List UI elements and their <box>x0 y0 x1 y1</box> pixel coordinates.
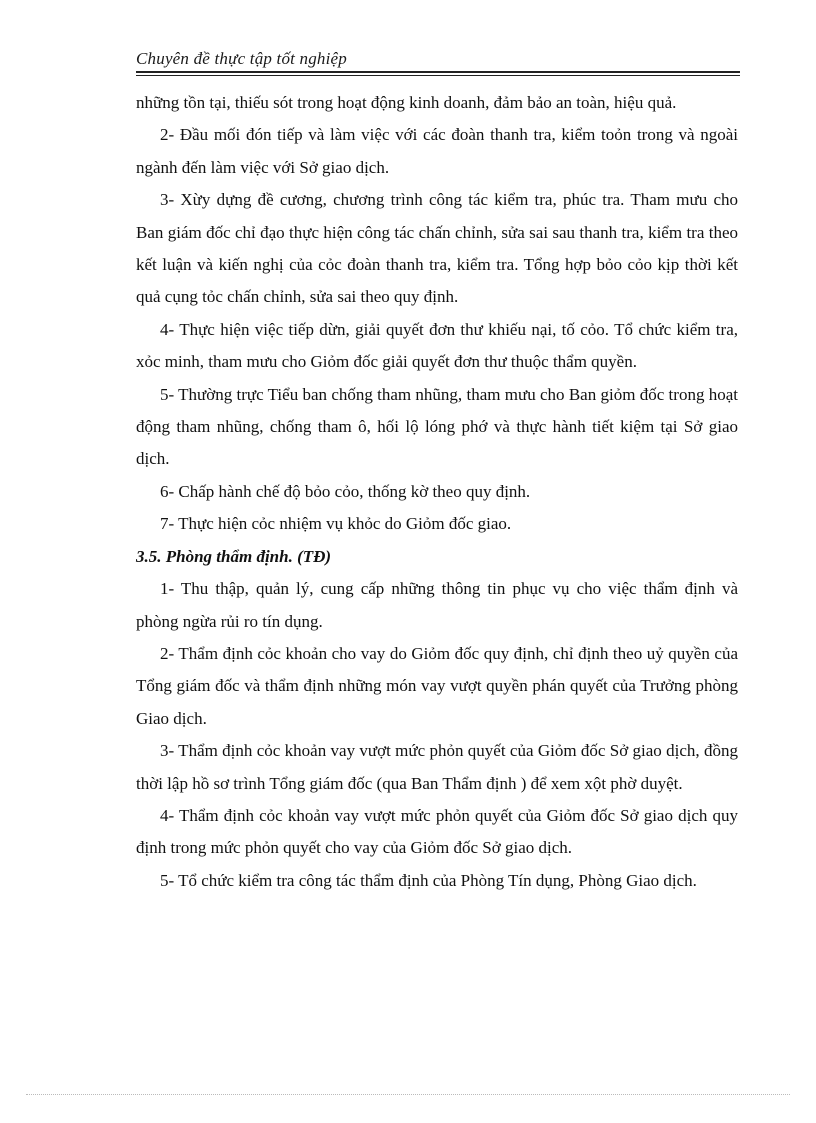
paragraph: 3- Xừy dựng đề cương, chương trình công tác kiểm tra, phúc tra. Tham mưu cho Ban giám đốc chỉ đạo thực hiện công tác chấn chỉnh, sửa sai sau thanh tra, kiểm tra theo kết luận và kiến nghị của cỏc đoàn thanh tra, kiểm tra. Tổng hợp bỏo cỏo kịp thời kết quả cụng tỏc chấn chỉnh, sửa sai theo quy định. <box>136 190 738 307</box>
paragraph: 3- Thẩm định cỏc khoản vay vượt mức phỏn quyết của Giỏm đốc Sở giao dịch, đồng thời lập hồ sơ trình Tổng giám đốc (qua Ban Thẩm định ) để xem xột phờ duyệt. <box>136 741 738 793</box>
page-header <box>136 49 740 76</box>
paragraph: 4- Thực hiện việc tiếp dừn, giải quyết đơn thư khiếu nại, tố cỏo. Tổ chức kiểm tra, xỏc minh, tham mưu cho Giỏm đốc giải quyết đơn thư thuộc thẩm quyền. <box>136 319 738 372</box>
footer-divider <box>26 1094 790 1095</box>
paragraph: 4- Thẩm định cỏc khoản vay vượt mức phỏn quyết của Giỏm đốc Sở giao dịch quy định trong mức phỏn quyết cho vay của Giỏm đốc Sở giao dịch. <box>136 805 738 858</box>
header-rule <box>136 71 740 73</box>
paragraph: 2- Đầu mối đón tiếp và làm việc với các đoàn thanh tra, kiểm toỏn trong và ngoài ngành đến làm việc với Sở giao dịch. <box>136 125 738 177</box>
paragraph: 1- Thu thập, quản lý, cung cấp những thông tin phục vụ cho việc thẩm định và phòng ngừa rủi ro tín dụng. <box>136 579 738 631</box>
paragraph: 7- Thực hiện cỏc nhiệm vụ khỏc do Giỏm đốc giao. <box>160 514 512 534</box>
paragraph: những tồn tại, thiếu sót trong hoạt động kinh doanh, đảm bảo an toàn, hiệu quả. <box>136 93 677 112</box>
section-heading: 3.5. Phòng thẩm định. (TĐ) <box>136 546 332 566</box>
header-rule-secondary <box>136 75 740 76</box>
paragraph: 5- Tổ chức kiểm tra công tác thẩm định của Phòng Tín dụng, Phòng Giao dịch. <box>160 870 697 890</box>
paragraph: 6- Chấp hành chế độ bỏo cỏo, thống kờ theo quy định. <box>160 481 531 501</box>
document-body <box>136 87 738 897</box>
paragraph: 5- Thường trực Tiểu ban chống tham nhũng, tham mưu cho Ban giỏm đốc trong hoạt động tham nhũng, chống tham ô, hối lộ lóng phớ và thực hành tiết kiệm tại Sở giao dịch. <box>136 384 738 469</box>
paragraph: 2- Thẩm định cỏc khoản cho vay do Giỏm đốc quy định, chỉ định theo uỷ quyền của Tổng giám đốc và thẩm định những món vay vượt quyền phán quyết của Trưởng phòng Giao dịch. <box>136 643 738 728</box>
header-title: Chuyên đề thực tập tốt nghiệp <box>136 49 348 68</box>
